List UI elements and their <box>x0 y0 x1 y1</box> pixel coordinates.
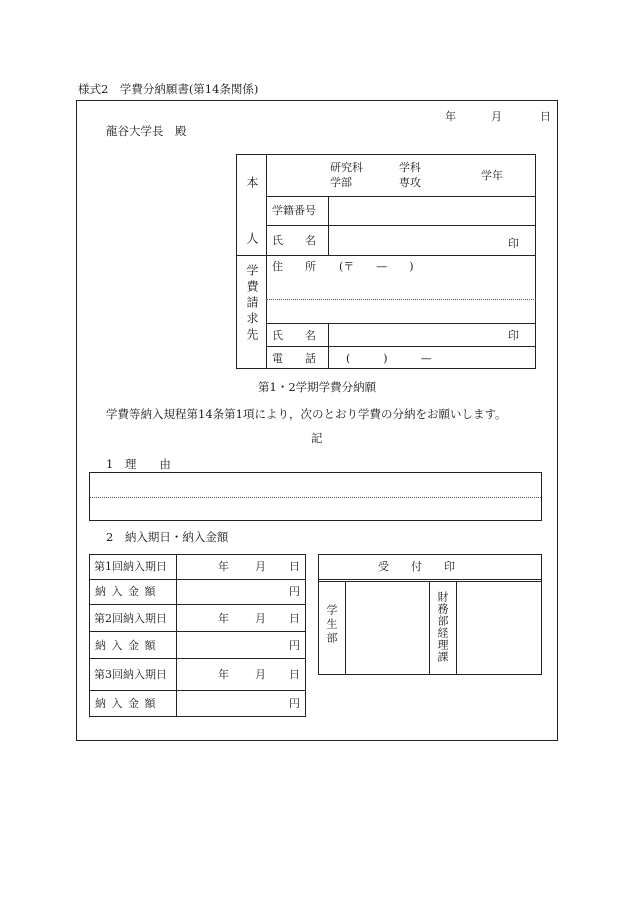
payment-3-day: 日 <box>289 668 300 681</box>
applicant-name-field[interactable] <box>329 226 499 254</box>
student-number-field[interactable] <box>329 197 535 224</box>
payment-3-amount-field[interactable] <box>177 691 285 716</box>
payment-1-year: 年 <box>218 560 229 573</box>
applicant-section-label: 本 人 <box>245 176 259 260</box>
applicant-seal-mark: 印 <box>508 237 519 250</box>
department-label: 学科 <box>399 161 421 174</box>
billing-postal-code: (〒 — ) <box>339 260 414 273</box>
payment-3-year: 年 <box>218 668 229 681</box>
billing-section-label: 学費請求先 <box>245 264 259 344</box>
payment-1-yen: 円 <box>289 585 300 598</box>
payment-1-date-label: 第1回納入期日 <box>94 560 167 573</box>
student-number-label: 学籍番号 <box>272 204 316 217</box>
finance-accounting-stamp-area[interactable] <box>457 582 541 674</box>
billing-name-label: 氏 名 <box>272 329 316 342</box>
billing-phone-field[interactable] <box>329 347 535 368</box>
major-label: 専攻 <box>399 176 421 189</box>
payment-2-date-label: 第2回納入期日 <box>94 612 167 625</box>
addressee: 龍谷大学長 殿 <box>106 124 187 138</box>
payment-1-amount-field[interactable] <box>177 580 285 603</box>
receipt-stamp-title: 受 付 印 <box>378 560 455 573</box>
form-number: 様式2 学費分納願書(第14条関係) <box>78 82 259 96</box>
applicant-name-label: 氏 名 <box>272 234 316 247</box>
payment-2-month: 月 <box>255 612 266 625</box>
billing-seal-mark: 印 <box>508 329 519 342</box>
payment-1-day: 日 <box>289 560 300 573</box>
payment-2-day: 日 <box>289 612 300 625</box>
payment-1-month: 月 <box>255 560 266 573</box>
schedule-heading: 2 納入期日・納入金額 <box>106 530 229 544</box>
payment-2-year: 年 <box>218 612 229 625</box>
payment-3-date-label: 第3回納入期日 <box>94 668 167 681</box>
billing-address-label: 住 所 <box>272 260 316 273</box>
billing-phone-label: 電 話 <box>272 352 316 365</box>
faculty-label: 学部 <box>330 176 352 189</box>
date-month: 月 <box>491 110 502 123</box>
ki-mark: 記 <box>311 431 323 445</box>
grad-school-label: 研究科 <box>330 161 363 174</box>
payment-2-amount-label: 納 入 金 額 <box>95 639 157 652</box>
payment-2-yen: 円 <box>289 639 300 652</box>
payment-2-amount-field[interactable] <box>177 632 285 657</box>
reason-heading: 1 理 由 <box>106 457 171 471</box>
payment-3-month: 月 <box>255 668 266 681</box>
billing-address-field[interactable] <box>267 276 535 322</box>
payment-3-yen: 円 <box>289 697 300 710</box>
billing-phone-format: ( ) — <box>346 352 432 365</box>
request-title: 第1・2学期学費分納願 <box>258 380 377 394</box>
finance-accounting-label: 財務部経理課 <box>436 591 449 663</box>
billing-name-field[interactable] <box>329 324 499 345</box>
student-affairs-stamp-area[interactable] <box>346 582 428 674</box>
student-affairs-label: 学生部 <box>325 604 338 646</box>
request-statement: 学費等納入規程第14条第1項により，次のとおり学費の分納をお願いします。 <box>106 407 507 421</box>
payment-1-amount-label: 納 入 金 額 <box>95 585 157 598</box>
date-day: 日 <box>540 110 551 123</box>
year-label: 学年 <box>481 169 503 182</box>
payment-3-amount-label: 納 入 金 額 <box>95 697 157 710</box>
date-year: 年 <box>445 110 456 123</box>
